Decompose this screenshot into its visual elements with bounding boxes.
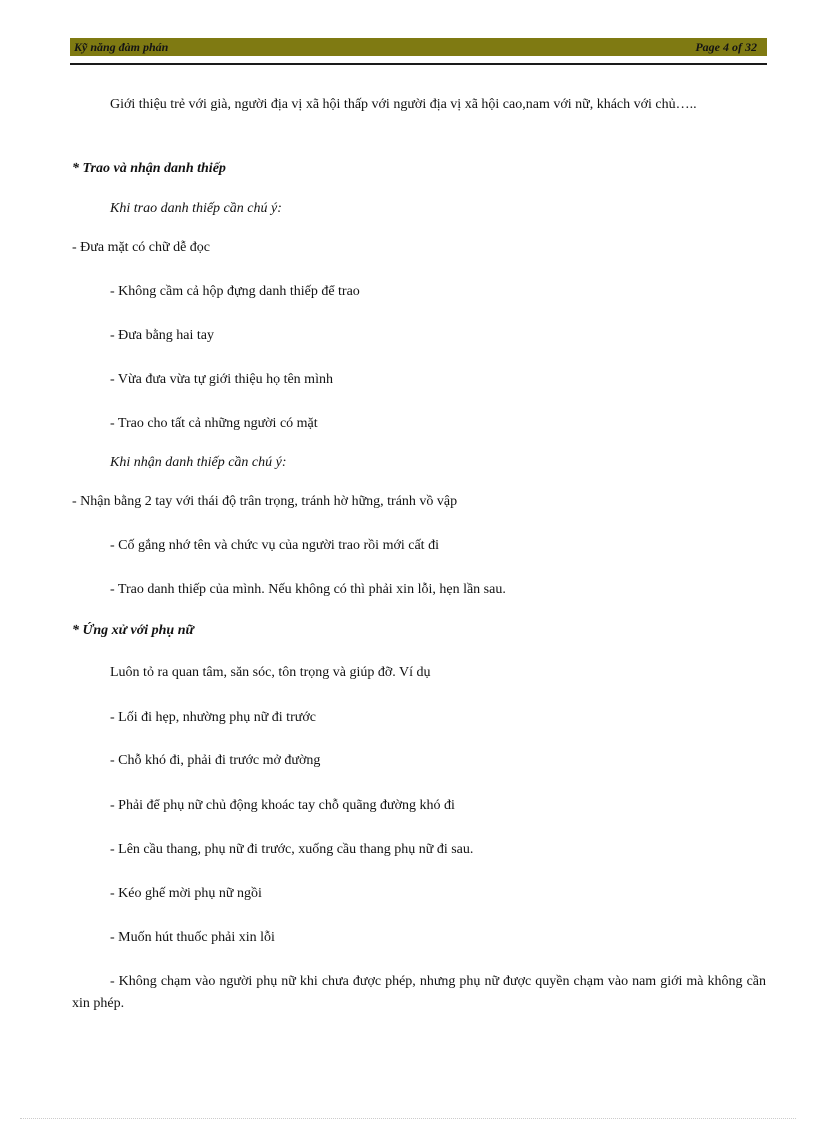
list-item: - Nhận bằng 2 tay với thái độ trân trọng, tránh hờ hững, tránh vồ vập xyxy=(72,494,458,509)
list-item: - Muốn hút thuốc phải xin lỗi xyxy=(110,930,275,945)
list-item: - Đưa bằng hai tay xyxy=(110,328,214,343)
list-item: - Chỗ khó đi, phải đi trước mở đường xyxy=(110,753,321,768)
page-number: Page 4 of 32 xyxy=(695,39,757,54)
page-header xyxy=(70,38,767,56)
list-item: - Lối đi hẹp, nhường phụ nữ đi trước xyxy=(110,710,316,725)
list-item: - Trao cho tất cả những người có mặt xyxy=(110,416,318,431)
list-item: - Không cầm cả hộp đựng danh thiếp để trao xyxy=(110,284,360,299)
list-item: - Vừa đưa vừa tự giới thiệu họ tên mình xyxy=(110,372,333,387)
section-heading-women: * Ứng xử với phụ nữ xyxy=(72,623,194,638)
give-card-note: Khi trao danh thiếp cần chú ý: xyxy=(110,201,282,216)
list-item: - Đưa mặt có chữ dễ đọc xyxy=(72,240,211,255)
list-item: - Phải để phụ nữ chủ động khoác tay chỗ quãng đường khó đi xyxy=(110,798,455,813)
intro-paragraph: Giới thiệu trẻ với già, người địa vị xã hội thấp với người địa vị xã hội cao,nam với nữ, khách với chủ….. xyxy=(110,97,697,112)
header-divider xyxy=(70,63,767,65)
document-title: Kỹ năng đàm phán xyxy=(74,39,169,54)
section-heading-business-cards: * Trao và nhận danh thiếp xyxy=(72,161,226,176)
page-bottom-divider xyxy=(20,1118,796,1119)
receive-card-note: Khi nhận danh thiếp cần chú ý: xyxy=(110,455,287,470)
list-item: - Cố gắng nhớ tên và chức vụ của người trao rồi mới cất đi xyxy=(110,538,439,553)
list-item: - Lên cầu thang, phụ nữ đi trước, xuống cầu thang phụ nữ đi sau. xyxy=(110,842,474,857)
women-intro: Luôn tỏ ra quan tâm, săn sóc, tôn trọng và giúp đỡ. Ví dụ xyxy=(110,665,431,680)
list-item: - Trao danh thiếp của mình. Nếu không có thì phải xin lỗi, hẹn lần sau. xyxy=(110,582,506,597)
list-item: - Kéo ghế mời phụ nữ ngồi xyxy=(110,886,262,901)
list-item: - Không chạm vào người phụ nữ khi chưa được phép, nhưng phụ nữ được quyền chạm vào nam giới mà không cần xin phép. xyxy=(72,974,766,1011)
